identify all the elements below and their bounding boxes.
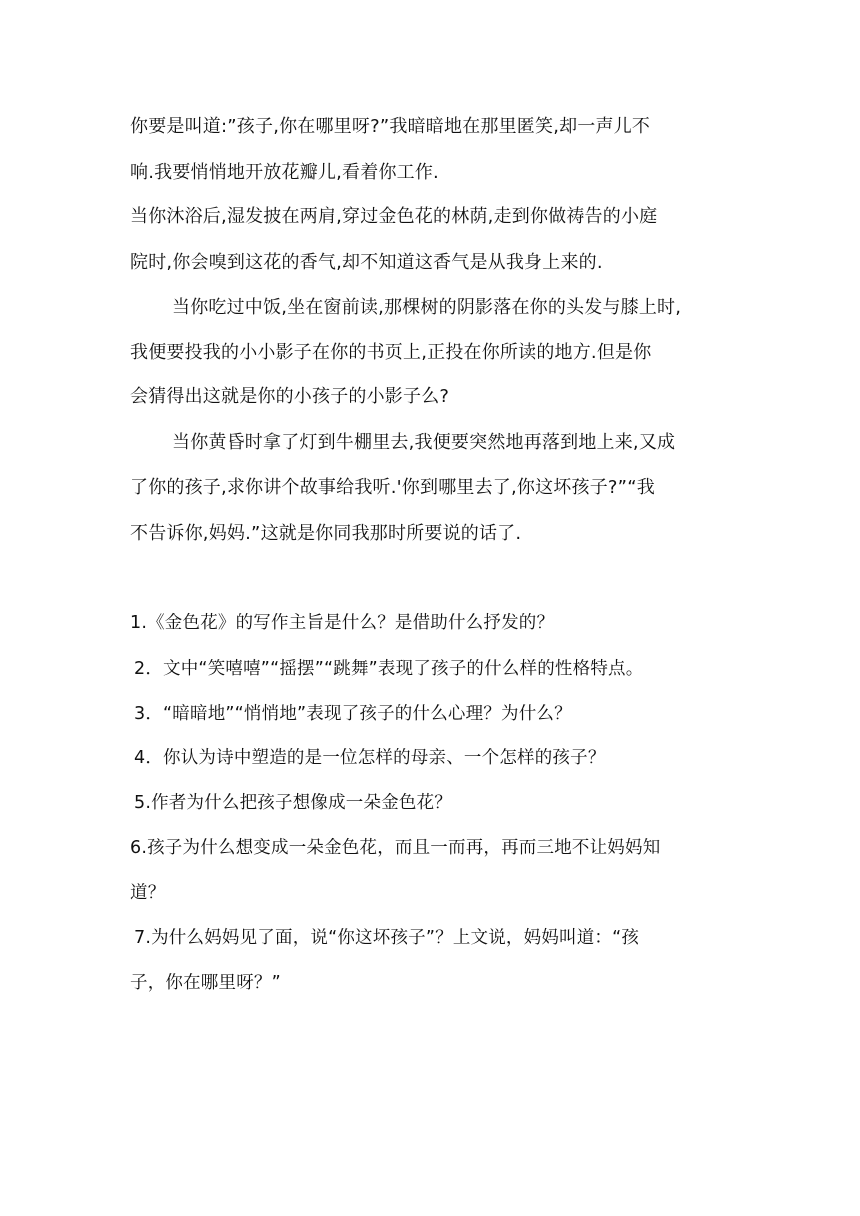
passage-line: 响.我要悄悄地开放花瓣儿,看着你工作.	[130, 162, 439, 183]
question-line: 4．你认为诗中塑造的是一位怎样的母亲、一个怎样的孩子？	[134, 748, 606, 768]
passage-line: 当你沐浴后,湿发披在两肩,穿过金色花的林荫,走到你做祷告的小庭	[130, 206, 658, 227]
passage-line: 不告诉你,妈妈.”这就是你同我那时所要说的话了.	[130, 523, 522, 544]
question-line: 7.为什么妈妈见了面，说“你这坏孩子”？上文说，妈妈叫道：“孩	[134, 928, 640, 948]
question-line: 2．文中“笑嘻嘻”“摇摆”“跳舞”表现了孩子的什么样的性格特点。	[134, 659, 644, 679]
question-line: 5.作者为什么把孩子想像成一朵金色花？	[134, 793, 452, 813]
question-line: 道？	[130, 883, 166, 903]
passage-line: 你要是叫道:”孩子,你在哪里呀?”我暗暗地在那里匿笑,却一声儿不	[130, 116, 651, 137]
passage-line: 我便要投我的小小影子在你的书页上,正投在你所读的地方.但是你	[130, 342, 652, 363]
question-line: 3．“暗暗地”“悄悄地”表现了孩子的什么心理？为什么？	[134, 704, 572, 724]
question-line: 6.孩子为什么想变成一朵金色花，而且一而再，再而三地不让妈妈知	[130, 838, 661, 858]
question-line: 1.《金色花》的写作主旨是什么？是借助什么抒发的？	[130, 613, 555, 633]
passage-line: 了你的孩子,求你讲个故事给我听.'你到哪里去了,你这坏孩子?”“我	[130, 477, 655, 498]
passage-line: 当你吃过中饭,坐在窗前读,那棵树的阴影落在你的头发与膝上时,	[172, 297, 682, 318]
passage-line: 会猜得出这就是你的小孩子的小影子么?	[130, 386, 450, 407]
question-line: 子，你在哪里呀？”	[130, 973, 281, 993]
passage-line: 当你黄昏时拿了灯到牛棚里去,我便要突然地再落到地上来,又成	[172, 432, 676, 453]
passage-line: 院时,你会嗅到这花的香气,却不知道这香气是从我身上来的.	[130, 252, 603, 273]
